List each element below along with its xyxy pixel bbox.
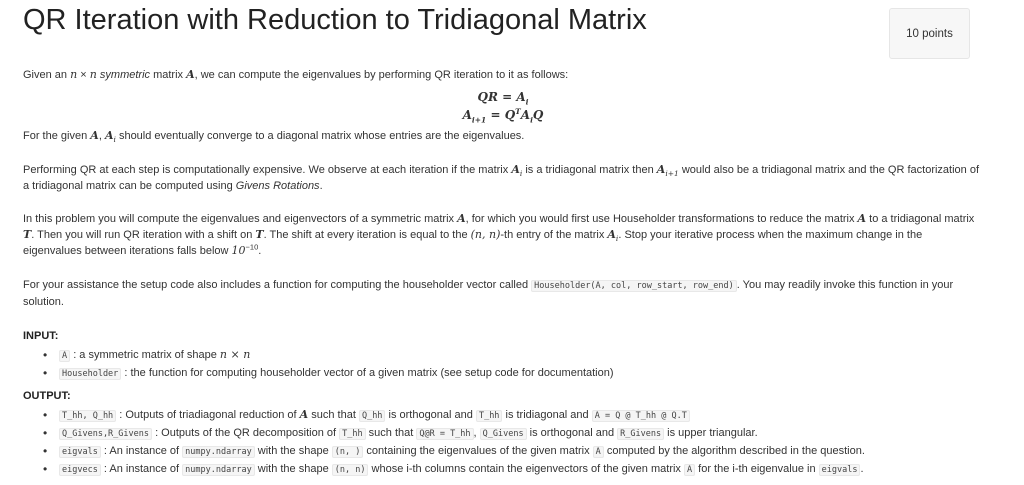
- intro-paragraph: Given an n × n symmetric matrix A, we can compute the eigenvalues by performing QR iteration to it as follows:: [23, 68, 569, 81]
- equation-qr: QR = $A_i$: [477, 90, 529, 107]
- problem-paragraph: In this problem you will compute the eigenvalues and eigenvectors of a symmetric matrix A, for which you would first use Householder transformations to reduce the matrix A to a tridiagonal matrix T. Then you will run QR iteration with a shift on T. The shift at every iteration is equal to the (n, n)-th entry of the matrix $A_i$. Stop your iterative process when the maximum change in the eigenvalues between iterations falls below $10^{-10}$.: [23, 212, 975, 257]
- points-badge: 10 points: [889, 8, 970, 59]
- householder-signature-code: Householder(A, col, row_start, row_end): [531, 280, 737, 292]
- list-item: • A : a symmetric matrix of shape n × n: [39, 347, 983, 364]
- input-label: INPUT:: [23, 330, 59, 342]
- list-item: • eigvecs : An instance of numpy.ndarray with the shape (n, n) whose i-th columns contain the eigenvectors of the given matrix A for the i-th eigenvalue in eigvals .: [39, 461, 983, 478]
- list-item: • Q_Givens,R_Givens : Outputs of the QR decomposition of T_hh such that Q@R = T_hh , Q_Givens is orthogonal and R_Givens is upper triangular.: [39, 425, 983, 442]
- input-list: [23, 347, 983, 382]
- output-label: OUTPUT:: [23, 390, 71, 402]
- input-section: [23, 328, 983, 382]
- list-item: • eigvals : An instance of numpy.ndarray with the shape (n, ) containing the eigenvalues of the given matrix A computed by the algorithm described in the question.: [39, 443, 983, 460]
- list-item: • T_hh, Q_hh : Outputs of triadiagonal reduction of A such that Q_hh is orthogonal and T_hh is tridiagonal and A = Q @ T_hh @ Q.T: [39, 407, 983, 424]
- perform-paragraph: Performing QR at each step is computationally expensive. We observe at each iteration if the matrix $A_i$ is a tridiagonal matrix then $A_{i+1}$ would also be a tridiagonal matrix and the QR factorization of a tridiagonal matrix can be computed using Givens Rotations.: [23, 163, 980, 192]
- converge-paragraph: For the given A, $A_i$ should eventually converge to a diagonal matrix whose entries are the eigenvalues.: [23, 129, 525, 145]
- page-title: QR Iteration with Reduction to Tridiagonal Matrix: [23, 4, 647, 36]
- list-item: • Householder : the function for computing householder vector of a given matrix (see setup code for documentation): [39, 365, 983, 382]
- qr-equations: [23, 88, 983, 124]
- assist-paragraph: For your assistance the setup code also includes a function for computing the householder vector called Householder(A, col, row_start, row_end) . You may readily invoke this function in your solution.: [23, 279, 954, 308]
- output-section: [23, 388, 983, 478]
- question-body: [23, 60, 983, 479]
- output-list: [23, 407, 983, 478]
- equation-update: $A_{i+1} = Q^TA_iQ$: [462, 107, 544, 125]
